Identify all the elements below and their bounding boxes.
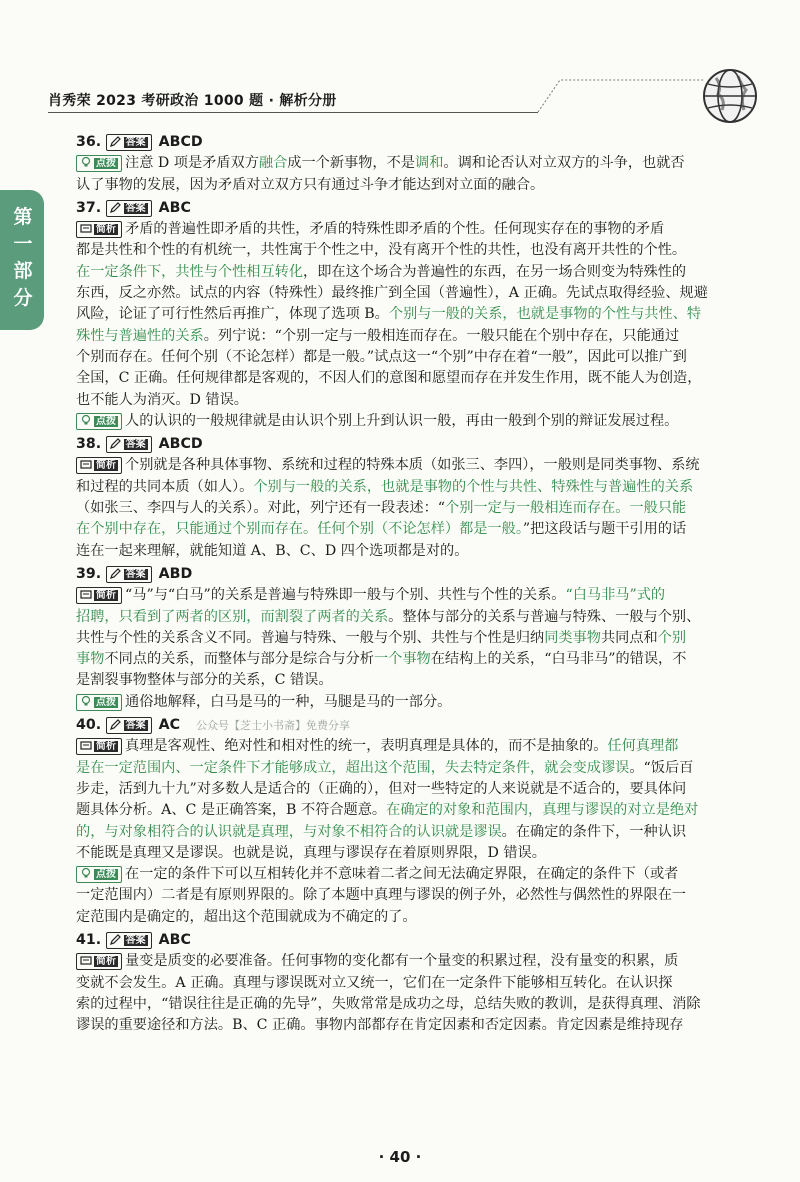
answer-badge: 答案 — [106, 436, 152, 453]
text-line: （如张三、李四与人的关系）。对此，列宁还有一段表述：“个别一定与一般相连而存在。一般只能 — [76, 500, 687, 517]
text-line: 认了事物的发展，因为矛盾对立双方只有通过斗争才能达到对立面的融合。 — [76, 176, 545, 193]
header-rule — [48, 112, 538, 113]
analysis-badge: 简析 — [76, 587, 122, 604]
text-line: 东西，反之亦然。试点的内容（特殊性）最终推广到全国（普遍性），A 正确。先试点取得经验、规避 — [76, 285, 708, 302]
analysis-badge: 简析 — [76, 953, 122, 970]
text-line: 定范围内是确定的，超出这个范围就成为不确定的了。 — [76, 908, 417, 925]
answer-line-40: 40. 答案 AC 公众号【芝士小书斋】免费分享 — [76, 715, 776, 736]
lightbulb-icon — [80, 414, 92, 426]
text-line: 事物不同点的关系，而整体与部分是综合与分析一个事物在结构上的关系，“白马非马”的错误，不 — [76, 651, 687, 668]
text-line: 点拨 通俗地解释，白马是马的一种，马腿是马的一部分。 — [76, 692, 776, 713]
text-line: 步走，活到九十九”对多数人是适合的（正确的），但对一些特定的人来说就是不适合的，要具体问 — [76, 780, 687, 797]
answer-value: ABD — [158, 565, 193, 582]
text-line: 点拨 人的认识的一般规律就是由认识个别上升到认识一般，再由一般到个别的辩证发展过程。 — [76, 411, 776, 432]
answer-value: ABCD — [158, 436, 203, 453]
text-line: 也不能人为消灭。D 错误。 — [76, 391, 248, 408]
answer-badge: 答案 — [106, 932, 152, 949]
text-line: 点拨 在一定的条件下可以互相转化并不意味着二者之间无法确定界限，在确定的条件下（或者 — [76, 864, 776, 885]
text-line: 简析 矛盾的普遍性即矛盾的共性，矛盾的特殊性即矛盾的个性。任何现实存在的事物的矛盾 — [76, 219, 776, 240]
text-line: 招聘，只看到了两者的区别，而割裂了两者的关系。整体与部分的关系与普遍与特殊、一般与个别、 — [76, 608, 701, 625]
text-line: 在个别中存在，只能通过个别而存在。任何个别（不论怎样）都是一般。”把这段话与题干引用的话 — [76, 521, 687, 538]
glasses-icon — [80, 222, 92, 234]
section-tab-label: 第一部分 — [13, 206, 33, 309]
text-line: 都是共性和个性的有机统一，共性寓于个性之中，没有离开个性的共性，也没有离开共性的个性。 — [76, 242, 687, 259]
answer-line-36: 36. 答案 ABCD — [76, 134, 203, 150]
tip-badge: 点拨 — [76, 413, 122, 430]
lightbulb-icon — [80, 695, 92, 707]
header-dotted-line — [530, 72, 710, 116]
answer-value: ABC — [158, 931, 191, 948]
glasses-icon — [80, 458, 92, 470]
text-line: 点拨 注意 D 项是矛盾双方融合成一个新事物，不是调和。调和论否认对立双方的斗争，也就否 — [76, 153, 776, 174]
tip-badge: 点拨 — [76, 866, 122, 883]
text-line: 和过程的共同本质（如人）。个别与一般的关系，也就是事物的个性与共性、特殊性与普遍性的关系 — [76, 478, 694, 495]
answer-line-41: 41. 答案 ABC — [76, 931, 191, 948]
pencil-icon — [110, 567, 122, 579]
pencil-icon — [110, 933, 122, 945]
section-tab — [0, 190, 44, 330]
tip-badge: 点拨 — [76, 155, 122, 172]
answer-line-38: 38. 答案 ABCD — [76, 436, 203, 453]
lightbulb-icon — [80, 156, 92, 168]
glasses-icon — [80, 954, 92, 966]
answer-value: ABCD — [158, 134, 203, 150]
answer-badge: 答案 — [106, 566, 152, 583]
pencil-icon — [110, 201, 122, 213]
page-number: · 40 · — [378, 1148, 422, 1166]
text-line: 谬误的重要途径和方法。B、C 正确。事物内部都存在肯定因素和否定因素。肯定因素是维持现存 — [76, 1017, 684, 1034]
glasses-icon — [80, 739, 92, 751]
text-line: 不能既是真理又是谬误。也就是说，真理与谬误存在着原则界限，D 错误。 — [76, 844, 546, 861]
text-line: 简析 “马”与“白马”的关系是普遍与特殊即一般与个别、共性与个性的关系。“白马非马”式的 — [76, 585, 776, 606]
text-line: 风险，论证了可行性然后再推广，体现了选项 B。个别与一般的关系，也就是事物的个性与共性、特 — [76, 306, 702, 323]
text-line: 简析 真理是客观性、绝对性和相对性的统一，表明真理是具体的，而不是抽象的。任何真理都 — [76, 736, 776, 757]
page-header — [0, 60, 800, 120]
analysis-badge: 简析 — [76, 457, 122, 474]
text-line: 是在一定范围内、一定条件下才能够成立，超出这个范围，失去特定条件，就会变成谬误。“饭后百 — [76, 759, 694, 776]
answer-badge: 答案 — [106, 717, 152, 734]
globe-icon — [698, 64, 762, 128]
text-line: 变就不会发生。A 正确。真理与谬误既对立又统一，它们在一定条件下能够相互转化。在认识探 — [76, 974, 673, 991]
text-line: 是割裂事物整体与部分的关系，C 错误。 — [76, 672, 333, 689]
pencil-icon — [110, 718, 122, 730]
answer-line-37: 37. 答案 ABC — [76, 199, 191, 216]
pencil-icon — [110, 437, 122, 449]
tip-badge: 点拨 — [76, 694, 122, 711]
watermark: 公众号【芝士小书斋】免费分享 — [196, 719, 351, 733]
text-line: 简析 个别就是各种具体事物、系统和过程的特殊本质（如张三、李四），一般则是同类事物、系统 — [76, 455, 776, 476]
text-line: 连在一起来理解，就能知道 A、B、C、D 四个选项都是对的。 — [76, 542, 469, 559]
answer-badge: 答案 — [106, 134, 152, 151]
analysis-badge: 简析 — [76, 221, 122, 238]
text-line: 简析 量变是质变的必要准备。任何事物的变化都有一个量变的积累过程，没有量变的积累，质 — [76, 951, 776, 972]
analysis-badge: 简析 — [76, 738, 122, 755]
book-title: 肖秀荣 2023 考研政治 1000 题 · 解析分册 — [48, 93, 337, 109]
text-line: 在一定条件下，共性与个性相互转化，即在这个场合为普遍性的东西，在另一场合则变为特殊性的 — [76, 263, 687, 280]
answer-line-39: 39. 答案 ABD — [76, 565, 193, 582]
answer-badge: 答案 — [106, 200, 152, 217]
text-line: 共性与个性的关系含义不同。普遍与特殊、一般与个别、共性与个性是归纳同类事物共同点和个别 — [76, 629, 687, 646]
text-line: 殊性与普遍性的关系。列宁说：“个别一定与一般相连而存在。一般只能在个别中存在，只能通过 — [76, 327, 680, 344]
text-line: 的，与对象相符合的认识就是真理，与对象不相符合的认识就是谬误。在确定的条件下，一种认识 — [76, 823, 687, 840]
text-line: 索的过程中，“错误往往是正确的先导”，失败常常是成功之母，总结失败的教训，是获得真理、消除 — [76, 995, 701, 1012]
text-line: 个别而存在。任何个别（不论怎样）都是一般。”试点这一“个别”中存在着“一般”，因此可以推广到 — [76, 348, 687, 365]
lightbulb-icon — [80, 867, 92, 879]
pencil-icon — [110, 135, 122, 147]
answer-value: ABC — [158, 199, 191, 216]
text-line: 一定范围内）二者是有原则界限的。除了本题中真理与谬误的例子外，必然性与偶然性的界限在一 — [76, 887, 687, 904]
text-line: 题具体分析。A、C 是正确答案，B 不符合题意。在确定的对象和范围内，真理与谬误的对立是绝对 — [76, 802, 699, 819]
answer-value: AC — [158, 717, 181, 734]
content — [76, 130, 776, 1036]
glasses-icon — [80, 588, 92, 600]
text-line: 全国，C 正确。任何规律都是客观的，不因人们的意图和愿望而存在并发生作用，既不能人为创造， — [76, 370, 702, 387]
